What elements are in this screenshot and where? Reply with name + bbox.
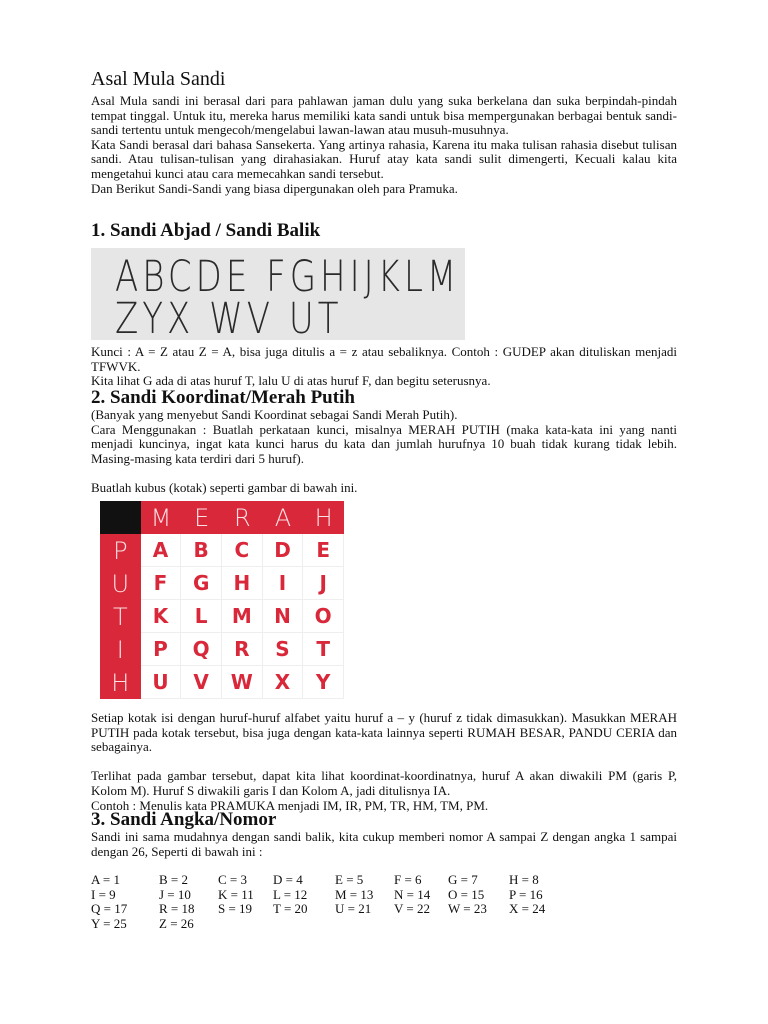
grid-column-key: H	[303, 501, 344, 534]
grid-letter-cell: G	[181, 567, 222, 600]
grid-row-key: H	[100, 666, 141, 699]
number-code-entry: J = 10	[159, 886, 191, 902]
section2-after-text	[91, 711, 677, 813]
section3-text	[91, 830, 677, 859]
section2-paragraph: Cara Menggunakan : Buatlah perkataan kunci, misalnya MERAH PUTIH (maka kata-kata ini yang nanti menjadi kuncinya, ingat kata kunci harus du kata dan jumlah hurufnya 10 buah tidak kurang tidak lebih. Masing-masing kata terdiri dari 5 huruf).	[91, 421, 677, 466]
grid-letter-cell: H	[222, 567, 263, 600]
grid-row-key: U	[100, 567, 141, 600]
number-code-entry: C = 3	[218, 872, 248, 887]
section2-after-paragraph: Terlihat pada gambar tersebut, dapat kita lihat koordinat-koordinatnya, huruf A akan diwakili PM (garis P, Kolom M). Huruf S diwakili garis I dan Kolom A, jadi ditulisnya IA.	[91, 768, 677, 798]
number-code-entry: I = 9	[91, 886, 116, 902]
grid-column-key: E	[181, 501, 222, 534]
grid-letter-cell: K	[141, 600, 182, 633]
number-code-entry: H = 8	[509, 872, 539, 887]
grid-letter-cell: L	[181, 600, 222, 633]
grid-letter-cell: M	[222, 600, 263, 633]
section1-heading: 1. Sandi Abjad / Sandi Balik	[91, 220, 321, 241]
grid-letter-cell: S	[263, 633, 304, 666]
number-code-entry: O = 15	[448, 886, 485, 902]
section2-paragraph: Buatlah kubus (kotak) seperti gambar di bawah ini.	[91, 479, 358, 495]
grid-row-key: P	[100, 534, 141, 567]
section3-paragraph: Sandi ini sama mudahnya dengan sandi balik, kita cukup memberi nomor A sampai Z dengan angka 1 sampai dengan 26, Seperti di bawah ini :	[91, 829, 677, 859]
section1-paragraph: Kunci : A = Z atau Z = A, bisa juga ditulis a = z atau sebaliknya. Contoh : GUDEP akan dituliskan menjadi TFWVK.	[91, 344, 677, 374]
section2-heading: 2. Sandi Koordinat/Merah Putih	[91, 387, 355, 408]
section3-heading: 3. Sandi Angka/Nomor	[91, 809, 277, 830]
number-code-entry: Q = 17	[91, 901, 128, 917]
grid-letter-cell: J	[303, 567, 344, 600]
grid-letter-cell: Y	[303, 666, 344, 699]
number-code-entry: N = 14	[394, 886, 431, 902]
grid-row-key: I	[100, 633, 141, 666]
number-code-entry: R = 18	[159, 901, 195, 917]
number-code-entry: A = 1	[91, 872, 121, 887]
grid-letter-cell: V	[181, 666, 222, 699]
grid-letter-cell: R	[222, 633, 263, 666]
merah-putih-grid	[100, 501, 344, 699]
number-code-entry: V = 22	[394, 901, 430, 917]
grid-letter-cell: T	[303, 633, 344, 666]
reverse-alphabet-image	[91, 248, 465, 340]
intro-paragraph: Kata Sandi berasal dari bahasa Sansekerta. Yang artinya rahasia, Karena itu maka tulisan rahasia disebut tulisan sandi. Atau tulisan-tulisan yang dirahasiakan. Huruf atay kata sandi sulit dimengerti, Kecuali kalau kita mengetahui kunci atau cara memecahkan sandi tersebut.	[91, 136, 677, 181]
page-title: Asal Mula Sandi	[91, 68, 226, 90]
grid-letter-cell: E	[303, 534, 344, 567]
section2-paragraph	[91, 466, 677, 481]
number-code-entry: L = 12	[273, 886, 308, 902]
intro-text	[91, 94, 677, 196]
section2-text	[91, 408, 677, 496]
number-code-entry: G = 7	[448, 872, 478, 887]
section2-after-paragraph: Contoh : Menulis kata PRAMUKA menjadi IM, IR, PM, TR, HM, TM, PM.	[91, 797, 489, 813]
number-code-entry: Z = 26	[159, 915, 194, 931]
number-code-entry: B = 2	[159, 872, 189, 887]
number-code-entry: K = 11	[218, 886, 254, 902]
grid-letter-cell: U	[141, 666, 182, 699]
number-code-entry: Y = 25	[91, 915, 127, 931]
section2-after-paragraph	[91, 755, 677, 770]
grid-letter-cell: D	[263, 534, 304, 567]
number-code-entry: W = 23	[448, 901, 487, 917]
grid-letter-cell: A	[141, 534, 182, 567]
number-code-entry: T = 20	[273, 901, 308, 917]
grid-letter-cell: P	[141, 633, 182, 666]
intro-paragraph: Asal Mula sandi ini berasal dari para pahlawan jaman dulu yang suka berkelana dan suka berpindah-pindah tempat tinggal. Untuk itu, mereka harus memiliki kata sandi untuk bisa mempergunakan berbagai bentuk sandi-sandi tertentu untuk mengecoh/mengelabui lawan-lawan atau musuh-musuhnya.	[91, 93, 677, 138]
grid-letter-cell: Q	[181, 633, 222, 666]
grid-column-key: R	[222, 501, 263, 534]
alphabet-row-top: ABCDE FGHIJKLM	[115, 252, 461, 302]
grid-letter-cell: F	[141, 567, 182, 600]
grid-letter-cell: W	[222, 666, 263, 699]
section2-paragraph: (Banyak yang menyebut Sandi Koordinat sebagai Sandi Merah Putih).	[91, 407, 458, 422]
number-code-entry: D = 4	[273, 872, 303, 887]
grid-letter-cell: X	[263, 666, 304, 699]
grid-letter-cell: I	[263, 567, 304, 600]
section1-paragraph: Kita lihat G ada di atas huruf T, lalu U di atas huruf F, dan begitu seterusnya.	[91, 373, 491, 389]
number-code-entry: X = 24	[509, 901, 546, 917]
alphabet-row-bottom: ZYX WV UT	[115, 294, 343, 340]
number-code-entry: P = 16	[509, 886, 543, 902]
grid-letter-cell: C	[222, 534, 263, 567]
grid-letter-cell: B	[181, 534, 222, 567]
number-code-entry: U = 21	[335, 901, 372, 917]
number-code-entry: F = 6	[394, 872, 422, 887]
grid-letter-cell: O	[303, 600, 344, 633]
number-code-entry: M = 13	[335, 886, 374, 902]
section2-after-paragraph: Setiap kotak isi dengan huruf-huruf alfabet yaitu huruf a – y (huruf z tidak dimasukkan). Masukkan MERAH PUTIH pada kotak tersebut, bisa juga dengan kata-kata lainnya seperti RUMAH BESAR, PANDU CERIA dan sebagainya.	[91, 710, 677, 755]
section1-text	[91, 345, 677, 389]
grid-column-key: A	[263, 501, 304, 534]
intro-paragraph: Dan Berikut Sandi-Sandi yang biasa dipergunakan oleh para Pramuka.	[91, 180, 458, 196]
grid-column-key: M	[141, 501, 182, 534]
grid-corner	[100, 501, 141, 534]
grid-row-key: T	[100, 600, 141, 633]
grid-letter-cell: N	[263, 600, 304, 633]
number-code-entry: S = 19	[218, 901, 253, 917]
number-code-entry: E = 5	[335, 872, 364, 887]
